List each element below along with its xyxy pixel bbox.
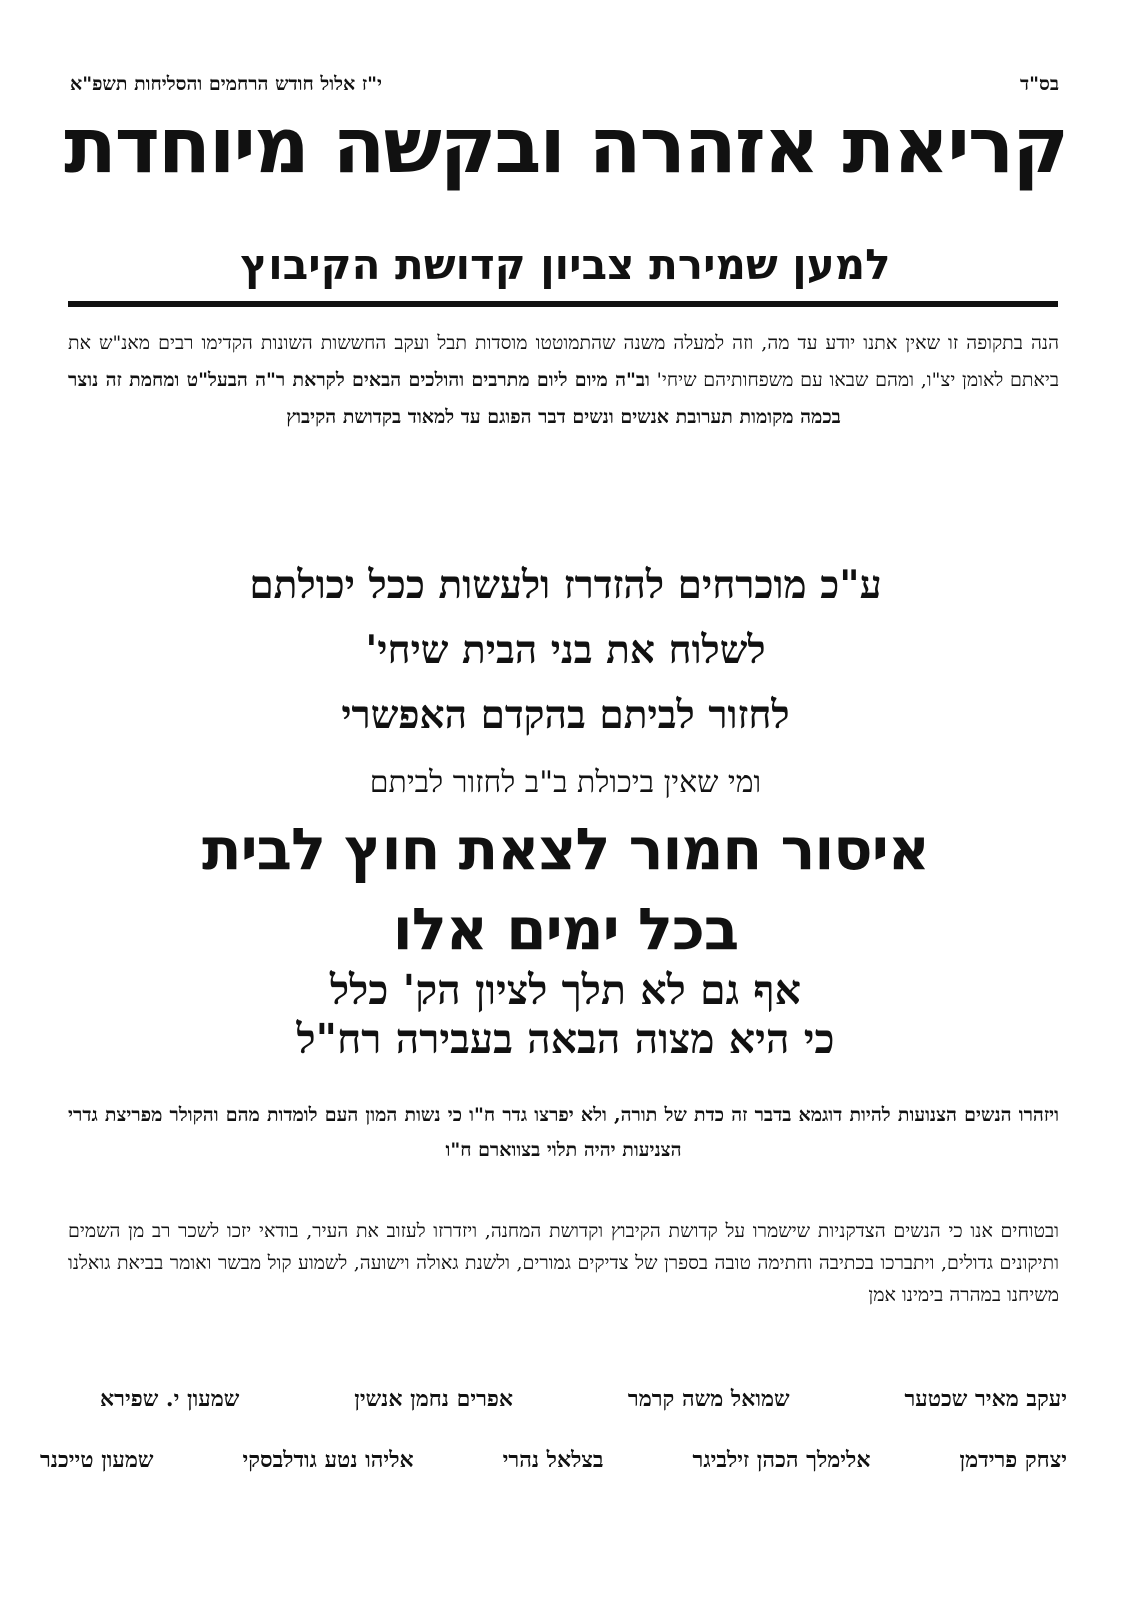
divider-rule (68, 301, 1058, 307)
hebrew-date: י"ז אלול חודש הרחמים והסליחות תשפ"א (70, 73, 383, 95)
signature-name: שמואל משה קרמר (627, 1386, 790, 1412)
intro-paragraph (68, 325, 1059, 436)
signature-name: שמעון י. שפירא (100, 1386, 240, 1412)
page-subtitle: למען שמירת צביון קדושת הקיבוץ (240, 240, 891, 289)
prohibition-line-2: בכל ימים אלו (392, 895, 739, 963)
closing-paragraph: ובטוחים אנו כי הנשים הצדקניות שישמרו על קדושת הקיבוץ וקדושת המחנה, ויזדרזו לעזוב את העיר, בודאי יזכו לשכר רב מן השמים ותיקונים גדולים, ויתברכו בכתיבה וחתימה טובה בספרן של צדיקים גמורים, ולשנת גאולה וישועה, לשמוע קול מבשר ואומר בביאת גואלנו משיחנו במהרה בימינו אמן (68, 1220, 1059, 1306)
headline-line-7: אף גם לא תלך לציון הק' כלל (330, 966, 801, 1014)
page-title: קריאת אזהרה ובקשה מיוחדת (64, 102, 1067, 191)
signature-name: בצלאל נהרי (502, 1447, 604, 1473)
signature-name: אלימלך הכהן זילביגר (692, 1447, 871, 1473)
header-row (70, 73, 1059, 103)
signature-name: יצחק פרידמן (959, 1447, 1067, 1473)
signature-name: אליהו נטע גודלבסקי (242, 1447, 414, 1473)
bsd-mark: בס"ד (1019, 73, 1059, 95)
headline-line-4: ומי שאין ביכולת ב"ב לחזור לביתם (369, 765, 762, 800)
headline-line-2: לשלוח את בני הבית שיחי' (365, 627, 766, 673)
signatures-row-1 (40, 1386, 1067, 1412)
warning-paragraph: ויזהרו הנשים הצנועות להיות דוגמא בדבר זה כדת של תורה, ולא יפרצו גדר ח"ו כי נשות המון העם לומדות מהם והקולר מפריצת גדרי הצניעות יהיה תלוי בצווארם ח"ו (68, 1104, 1059, 1161)
prohibition-line-1: איסור חמור לצאת חוץ לבית (201, 815, 930, 883)
signature-name: יעקב מאיר שכטער (904, 1386, 1067, 1412)
signature-name: אפרים נחמן אנשין (354, 1386, 513, 1412)
intro-text-bold: וב"ה מיום ליום מתרבים והולכים הבאים לקראת ר"ה הבעל"ט ומחמת זה נוצר בכמה מקומות תערובת אנשים ונשים דבר הפוגם עד למאוד בקדושת הקיבוץ (68, 369, 841, 428)
headline-line-1: ע"כ מוכרחים להזדרז ולעשות ככל יכולתם (249, 562, 882, 608)
signature-name: שמעון טייכנר (40, 1447, 154, 1473)
headline-line-3: לחזור לביתם בהקדם האפשרי (341, 692, 790, 738)
intro-text-regular: הנה בתקופה זו שאין אתנו יודע עד מה, וזה למעלה משנה שהתמוטטו מוסדות תבל ועקב החששות השונות הקדימו רבים מאנ"ש את ביאתם לאומן יצ"ו, ומהם שבאו עם משפחותיהם שיחי' (68, 332, 1059, 391)
signatures-row-2 (40, 1447, 1067, 1473)
headline-line-8: כי היא מצוה הבאה בעבירה רח"ל (296, 1015, 835, 1063)
